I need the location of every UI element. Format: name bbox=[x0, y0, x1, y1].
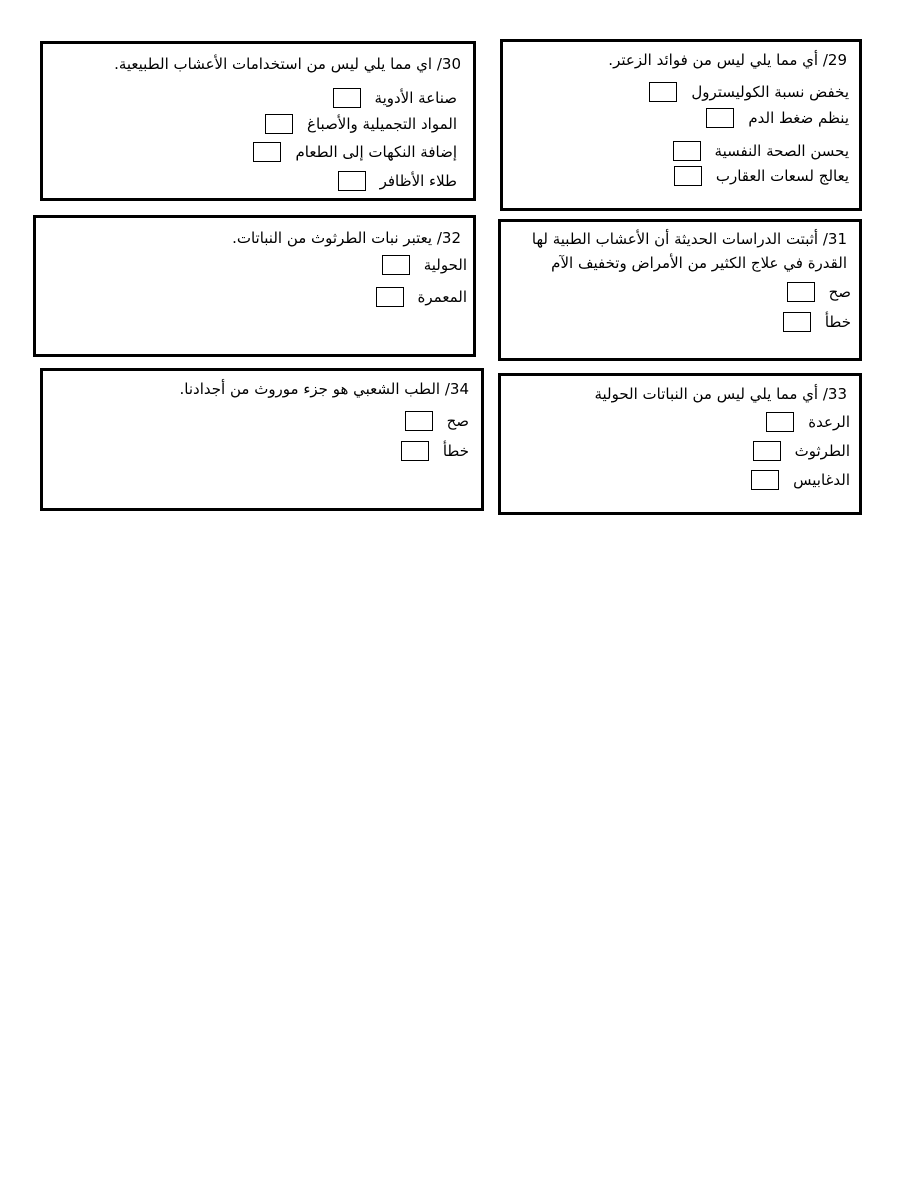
question-33-text: 33/ أي مما يلي ليس من النباتات الحولية bbox=[594, 385, 847, 403]
q32-option-2-label: المعمرة bbox=[417, 288, 467, 306]
q32-option-2-checkbox[interactable] bbox=[376, 287, 404, 307]
question-30-box bbox=[40, 41, 476, 201]
q29-option-2-checkbox[interactable] bbox=[706, 108, 734, 128]
q30-option-2-checkbox[interactable] bbox=[265, 114, 293, 134]
q33-option-2-checkbox[interactable] bbox=[753, 441, 781, 461]
q29-option-3-checkbox[interactable] bbox=[673, 141, 701, 161]
q34-option-2-checkbox[interactable] bbox=[401, 441, 429, 461]
q29-option-1[interactable] bbox=[649, 82, 849, 102]
q31-option-2-label: خطأ bbox=[824, 313, 851, 331]
q29-option-1-label: يخفض نسبة الكوليسترول bbox=[691, 83, 849, 101]
q30-option-3-checkbox[interactable] bbox=[253, 142, 281, 162]
q29-option-4-label: يعالج لسعات العقارب bbox=[715, 167, 849, 185]
q32-option-2[interactable] bbox=[376, 287, 467, 307]
q29-option-2[interactable] bbox=[706, 108, 849, 128]
question-34-box bbox=[40, 368, 484, 511]
question-34-text: 34/ الطب الشعبي هو جزء موروث من أجدادنا. bbox=[179, 380, 469, 398]
q33-option-2[interactable] bbox=[753, 441, 850, 461]
q31-option-2[interactable] bbox=[783, 312, 851, 332]
q30-option-4-checkbox[interactable] bbox=[338, 171, 366, 191]
q33-option-3-label: الدغابيس bbox=[793, 471, 850, 489]
q31-option-2-checkbox[interactable] bbox=[783, 312, 811, 332]
q33-option-1-label: الرعدة bbox=[808, 413, 850, 431]
q29-option-2-label: ينظم ضغط الدم bbox=[748, 109, 849, 127]
q30-option-1-label: صناعة الأدوية bbox=[374, 89, 457, 107]
q33-option-3[interactable] bbox=[751, 470, 850, 490]
q29-option-4[interactable] bbox=[674, 166, 849, 186]
q33-option-2-label: الطرثوث bbox=[794, 442, 850, 460]
q30-option-4[interactable] bbox=[338, 171, 457, 191]
question-32-box bbox=[33, 215, 476, 357]
q30-option-2[interactable] bbox=[265, 114, 457, 134]
q34-option-1-checkbox[interactable] bbox=[405, 411, 433, 431]
q32-option-1-checkbox[interactable] bbox=[382, 255, 410, 275]
q30-option-1[interactable] bbox=[333, 88, 457, 108]
q32-option-1[interactable] bbox=[382, 255, 467, 275]
q31-option-1-label: صح bbox=[828, 283, 851, 301]
question-31-text: 31/ أثبتت الدراسات الحديثة أن الأعشاب الطبية لها القدرة في علاج الكثير من الأمراض وتخفيف الآم bbox=[531, 230, 847, 272]
q29-option-4-checkbox[interactable] bbox=[674, 166, 702, 186]
question-29-box bbox=[500, 39, 862, 211]
q30-option-1-checkbox[interactable] bbox=[333, 88, 361, 108]
question-30-text: 30/ اي مما يلي ليس من استخدامات الأعشاب الطبيعية. bbox=[114, 55, 461, 73]
q31-option-1-checkbox[interactable] bbox=[787, 282, 815, 302]
q29-option-1-checkbox[interactable] bbox=[649, 82, 677, 102]
q34-option-1[interactable] bbox=[405, 411, 469, 431]
q29-option-3[interactable] bbox=[673, 141, 849, 161]
q34-option-2[interactable] bbox=[401, 441, 469, 461]
question-31-box bbox=[498, 219, 862, 361]
q29-option-3-label: يحسن الصحة النفسية bbox=[714, 142, 849, 160]
q30-option-4-label: طلاء الأظافر bbox=[379, 172, 457, 190]
q34-option-1-label: صح bbox=[446, 412, 469, 430]
q30-option-3[interactable] bbox=[253, 142, 457, 162]
q32-option-1-label: الحولية bbox=[423, 256, 467, 274]
q31-option-1[interactable] bbox=[787, 282, 851, 302]
question-33-box bbox=[498, 373, 862, 515]
question-32-text: 32/ يعتبر نبات الطرثوث من النباتات. bbox=[232, 229, 461, 247]
q30-option-2-label: المواد التجميلية والأصباغ bbox=[307, 115, 457, 133]
q30-option-3-label: إضافة النكهات إلى الطعام bbox=[295, 143, 457, 161]
q33-option-1-checkbox[interactable] bbox=[766, 412, 794, 432]
question-29-text: 29/ أي مما يلي ليس من فوائد الزعتر. bbox=[608, 51, 847, 69]
q34-option-2-label: خطأ bbox=[442, 442, 469, 460]
q33-option-3-checkbox[interactable] bbox=[751, 470, 779, 490]
q33-option-1[interactable] bbox=[766, 412, 850, 432]
